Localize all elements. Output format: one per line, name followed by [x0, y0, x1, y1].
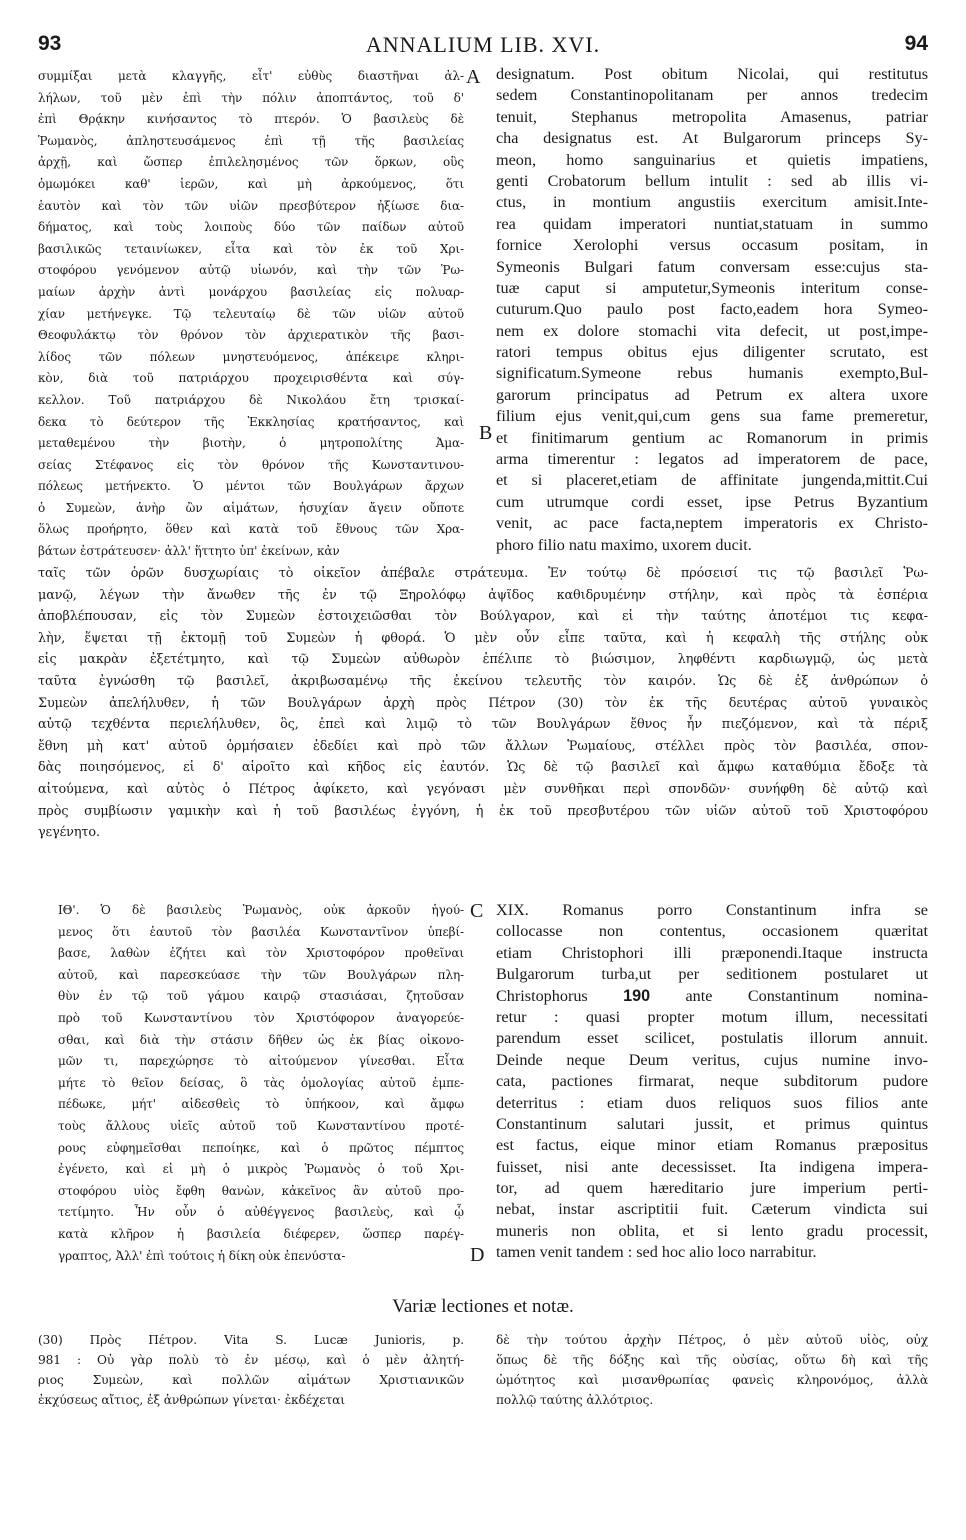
- greek-text-line: ὁμωμόκει καθ' ἱερῶν, καὶ μὴ ἀρκούμενος, ὅτι: [38, 176, 464, 191]
- greek-text-line: θὺν ἐν τῷ τοῦ γάμου καιρῷ στασιάσαι, ζητοῦσαν: [58, 989, 464, 1004]
- latin-text-line: phoro filio natu maximo, uxorem ducit.: [496, 535, 752, 554]
- greek-text-line: γεγένητο.: [38, 825, 100, 841]
- greek-text-line: ταῦτα ἐγνώσθη τῷ βασιλεῖ, ἀκριβωσαμένῳ τῆς ἐκείνου τελευτῆς τὸν καιρόν. Ὡς δὲ ἐξ ἀνθρώπων ὁ: [38, 673, 928, 689]
- greek-text-line: κὸν, διὰ τοῦ πατριάρχου προχειρισθέντα καὶ σύγ-: [38, 371, 464, 386]
- section-marker-d: D: [470, 1244, 485, 1266]
- folio-number: 190: [623, 986, 651, 1005]
- latin-text-line: parendum esset scilicet, postulatis illorum annuit.: [496, 1029, 928, 1048]
- latin-column-top: [496, 64, 928, 556]
- greek-text-line: στοφόρου γενόμενον αὐτῷ υἱωνόν, καὶ τὴν τῶν Ῥω-: [38, 263, 464, 278]
- greek-full-width-text: [38, 563, 928, 844]
- latin-text-line: Deinde neque Deum veritus, cujus numine invo-: [496, 1050, 928, 1069]
- latin-text-line: tamen venit tandem : sed hoc alio loco narrabitur.: [496, 1243, 817, 1262]
- page-header: [38, 32, 928, 62]
- latin-text-line: collocasse non contentus, occasionem quæritat: [496, 922, 928, 941]
- latin-text-line: ratori tempus obitus ejus diligenter scrutato, est: [496, 343, 928, 362]
- latin-text-line: garorum principatus ad Petrum ex altera uxore: [496, 385, 928, 404]
- latin-text-line: Christophorus 190 ante Constantinum nomina-: [496, 986, 928, 1005]
- greek-text-line: ὅλως προήρητο, ὅθεν καὶ κατὰ τοῦ ἔθνους τῶν Χρα-: [38, 522, 464, 537]
- greek-text-line: βασε, λαθὼν ἐζήτει καὶ τὸν Χριστοφόρον προθεῖναι: [58, 946, 464, 961]
- latin-text-line: arma timerentur : legatos ad imperatorem de pace,: [496, 450, 928, 469]
- greek-text-line: κελλον. Τοῦ πατριάρχου δὲ Νικολάου ἔτη τρισκαί-: [38, 392, 464, 407]
- greek-text-line: ἔθνη μὴ κατ' αὐτοῦ ὁρμήσαιεν ἐδεδίει καὶ πρὸ τῶν ἄλλων Ῥωμαίους, στέλλει πρὸς τὸν βασιλέα, σπον-: [38, 738, 928, 754]
- left-page-number: 93: [38, 32, 62, 55]
- latin-text-line: filium ejus venit,qui,cum gens sua fame premeretur,: [496, 407, 928, 426]
- greek-text-line: ρους εὐφημεῖσθαι πεποίηκε, καὶ ὁ πρῶτος πέμπτος: [58, 1140, 464, 1155]
- section-marker-b: B: [479, 422, 493, 444]
- note-line: (30) Πρὸς Πέτρον. Vita S. Lucæ Junioris, p.: [38, 1333, 464, 1347]
- latin-text-line: Bulgarorum turba,ut per seditionem postularet ut: [496, 965, 928, 984]
- greek-text-line: μῶν τι, παρεχώρησε τὸ αἰτούμενον γίνεσθαι. Εἶτα: [58, 1054, 464, 1069]
- greek-text-line: μανῷ, λέγων τὴν ἄνωθεν τῆς ἐν τῷ Ξηρολόφῳ ἀψῖδος καθιδρυμένην στήλην, καὶ πρὸς τὰ ἑσπέρια: [38, 587, 928, 603]
- latin-text-line: tor, ad quem hæreditario jure imperium perti-: [496, 1179, 928, 1198]
- greek-text-line: λὴν, ἕψεται τῇ ἐκτομῇ τοῦ Συμεὼν ἡ φθορά. Ὁ μὲν οὖν εἶπε ταῦτα, καὶ ἡ κεφαλὴ τῆς στήλης οὐκ: [38, 630, 928, 646]
- latin-column-bottom: [496, 900, 928, 1264]
- latin-text-line: cata, pactiones firmarat, neque subditorum pudore: [496, 1072, 928, 1091]
- latin-text-line: tenuit, Stephanus metropolita Amasenus, patriar: [496, 107, 928, 126]
- greek-text-line: βασιλικῶς τεταινίωκεν, εἶτα καὶ τὸν ἐκ τοῦ Χρι-: [38, 241, 464, 256]
- greek-text-line: μενος ὅτι ἑαυτοῦ τὸν βασιλέα Κωνσταντῖνον ὑπεβί-: [58, 924, 464, 939]
- latin-text-line: nem ex dolore stomachi vita defecit, ut post,impe-: [496, 321, 928, 340]
- latin-text-line: tuæ caput si amputetur,Symeonis interitum conse-: [496, 278, 928, 297]
- latin-text-line: et si placeret,etiam de affinitate jungenda,mittit.Cui: [496, 471, 928, 490]
- latin-text-line: etiam Christophori illi præponendi.Itaque instructa: [496, 943, 928, 962]
- latin-text-line: muneris non oblita, et si lento gradu processit,: [496, 1221, 928, 1240]
- greek-text-line: λήλων, τοῦ μὲν ἐπὶ τὴν πόλιν ἀποπτάντος, τοῦ δ': [38, 90, 464, 105]
- latin-text-line: retur : quasi propter motum illum, necessitati: [496, 1007, 928, 1026]
- greek-text-line: ἐπὶ Θρᾴκην κινήσαντος τὸ πτερόν. Ὁ βασιλεὺς δὲ: [38, 112, 464, 127]
- latin-text-line: significatum.Symeone rebus humanis exempto,Bul-: [496, 364, 928, 383]
- latin-text-line: est factus, eique minor etiam Romanus præpositus: [496, 1136, 928, 1155]
- latin-text-line: meon, homo sanguinarius et quietis impatiens,: [496, 150, 928, 169]
- latin-text-line: fornice Xerolophi versus occasum positam, in: [496, 236, 928, 255]
- greek-text-line: τοὺς ἄλλους υἱεῖς αὐτοῦ τοῦ Κωνσταντίνου προτέ-: [58, 1118, 464, 1133]
- greek-text-line: τετίμητο. Ἦν οὖν ὁ αὐθέγγενος βασιλεὺς, καὶ ᾧ: [58, 1205, 464, 1220]
- greek-text-line: αὐτῷ τεχθέντα περιελήλυθεν, ὃς, ἐπεὶ καὶ λιμῷ τὸ τῶν Βουλγάρων ἔθνος ἦν πιεζόμενον, καὶ τὰ πέριξ: [38, 717, 928, 733]
- greek-text-line: ὁ Συμεὼν, ἀνὴρ ὢν αἱμάτων, ἡσυχίαν ἄγειν οὔποτε: [38, 500, 464, 515]
- latin-text-line: sedem Constantinopolitanam per annos tredecim: [496, 86, 928, 105]
- greek-column-top: [38, 66, 464, 563]
- note-line: ὠμότητος καὶ μισανθρωπίας φανεὶς κληρονόμος, ἀλλὰ: [496, 1373, 928, 1387]
- greek-text-line: λίδος τῶν πόλεων μνηστευόμενος, ἀπέκειρε κληρι-: [38, 349, 464, 364]
- notes-title: Variæ lectiones et notæ.: [392, 1296, 574, 1317]
- latin-text-line: designatum. Post obitum Nicolai, qui restitutus: [496, 65, 928, 83]
- latin-text-line: nebat, instar ascriptitii fuit. Cæterum vindicta sui: [496, 1200, 928, 1219]
- greek-text-line: ἐγένετο, καὶ εἰ μὴ ὁ μικρὸς Ῥωμανὸς ὁ τοῦ Χρι-: [58, 1162, 464, 1177]
- greek-text-line: συμμίξαι μετὰ κλαγγῆς, εἶτ' εὐθὺς διαστῆναι ἀλ-: [38, 69, 464, 83]
- greek-text-line: ἑαυτὸν καὶ τὸν τῶν υἱῶν πρεσβύτερον ἠξίωσε δια-: [38, 198, 464, 213]
- greek-text-line: σείας Στέφανος εἰς τὸν θρόνον τῆς Κωνσταντινου-: [38, 457, 464, 472]
- greek-text-line: αἰτούμενα, καὶ αὐτὸς ὁ Πέτρος ἀφίκετο, καὶ γεγόνασι μὲν συνθῆκαι περὶ σπονδῶν· συνήφθη δὲ αὐτῷ καὶ: [38, 781, 928, 797]
- greek-text-line: στοφόρου υἱὸς ἔφθη θανὼν, κἀκεῖνος ἂν αὐτοῦ προ-: [58, 1183, 464, 1198]
- latin-text-line: Symeonis Bulgari fatum conversam esse:cujus sta-: [496, 257, 928, 276]
- latin-text-line: deterritus : etiam duos reliquos suos filios ante: [496, 1093, 928, 1112]
- greek-column-bottom: [58, 900, 464, 1267]
- latin-text-line: ctus, in montium angustiis exercitum amisit.Inte-: [496, 193, 928, 212]
- greek-text-line: Θεοφυλάκτῳ τὸν θρόνον τὸν ἀρχιερατικὸν τῆς βασι-: [38, 328, 464, 343]
- latin-text-line: et finitimarum gentium ac Romanorum in primis: [496, 428, 928, 447]
- greek-text-line: κατὰ κλῆρον ἡ βασιλεία διέφερεν, ὥσπερ παρέγ-: [58, 1226, 464, 1241]
- latin-text-line: Constantinum salutari jussit, et primus quintus: [496, 1114, 928, 1133]
- greek-text-line: μαίων ἀρχὴν ἀντὶ μονάρχου βασιλείας εἰς πολυαρ-: [38, 284, 464, 299]
- notes-left-column: [38, 1330, 464, 1410]
- greek-text-line: ΙΘ'. Ὁ δὲ βασιλεὺς Ῥωμανὸς, οὐκ ἀρκοῦν ἡγού-: [58, 903, 464, 917]
- greek-text-line: πέδωκε, μήτ' αἰδεσθεὶς τὸ ὑπήκοον, καὶ ἄμφω: [58, 1097, 464, 1112]
- latin-text-line: XIX. Romanus porro Constantinum infra se: [496, 901, 928, 919]
- note-line: ριος Συμεὼν, καὶ πολλῶν αἱμάτων Χριστιανικῶν: [38, 1373, 464, 1387]
- greek-text-line: πρὸ τοῦ Κωνσταντίνου τὸν Χριστόφορον ἀναγορεύε-: [58, 1010, 464, 1025]
- note-line: δὲ τὴν τούτου ἀρχὴν Πέτρος, ὁ μὲν αὐτοῦ υἱὸς, οὐχ: [496, 1333, 928, 1347]
- greek-text-line: δὰς ποιησόμενος, εἰ δ' αἱροῖτο καὶ κῆδος εἰς ἑαυτόν. Ὡς δὲ τῷ βασιλεῖ καὶ ἄμφω καταθύμια ἔδοξε τὰ: [38, 760, 928, 776]
- greek-text-line: εἰς μακρὰν ἐξετέτμητο, καὶ τῷ Συμεὼν αὐθωρὸν ἐπέλιπε τὸ βιώσιμον, ληφθέντι καρδιωγμῷ, ὡς μετὰ: [38, 652, 928, 668]
- latin-text-line: cuturum.Quo paulo post facto,eadem hora Symeo-: [496, 300, 928, 319]
- note-line: ὅπως δὲ τῆς δόξης καὶ τῆς οὐσίας, οὕτω δὴ καὶ τῆς: [496, 1353, 928, 1367]
- greek-text-line: δήματος, καὶ τοὺς λοιποὺς δύο τῶν παίδων αὐτοῦ: [38, 220, 464, 235]
- latin-text-line: fuisset, nisi ante decessisset. Ita indigena impera-: [496, 1157, 928, 1176]
- note-line: ἐκχύσεως αἴτιος, ἐξ ἀνθρώπων γίνεται· ἐκδέχεται: [38, 1393, 345, 1407]
- greek-text-line: βάτων ἐστράτευσεν· ἀλλ' ἥττητο ὑπ' ἐκείνων, κἀν: [38, 544, 340, 559]
- greek-text-line: αὐτοῦ, καὶ παρεσκεύασε τὴν τῶν Βουλγάρων πλη-: [58, 967, 464, 982]
- latin-text-line: genti Crobatorum bellum intulit : sed ab illis vi-: [496, 171, 928, 190]
- note-line: πολλῷ ταύτης ἀλλότριος.: [496, 1393, 654, 1407]
- latin-text-line: rea quidam imperatori nuntiat,statuam in summo: [496, 214, 928, 233]
- section-marker-c: C: [470, 900, 484, 922]
- note-line: 981 : Οὐ γὰρ πολὺ τὸ ἐν μέσῳ, καὶ ὁ μὲν ἀλητή-: [38, 1353, 464, 1367]
- greek-text-line: γραπτος, Ἀλλ' ἐπὶ τούτοις ἡ δίκη οὐκ ἐπενύστα-: [58, 1248, 346, 1263]
- greek-text-line: δεκα τὸ δεύτερον τῆς Ἐκκλησίας κρατήσαντος, καὶ: [38, 414, 464, 429]
- greek-text-line: χίαν μετήνεγκε. Τῷ τελευταίῳ δὲ τῶν υἱῶν αὐτοῦ: [38, 306, 464, 321]
- latin-text-line: cum utrumque cordi esset, ipse Petrus Byzantium: [496, 492, 928, 511]
- greek-text-line: Συμεὼν ἀπελήλυθεν, ἡ τῶν Βουλγάρων ἀρχὴ πρὸς Πέτρον (30) τὸν ἐκ τῆς δευτέρας αὐτοῦ γυναικὸς: [38, 695, 928, 711]
- greek-text-line: πρὸς συμβίωσιν γαμικὴν καὶ ἡ τοῦ βασιλέως ἐγγόνη, ἡ ἐκ τοῦ πρεσβυτέρου τῶν υἱῶν αὐτοῦ τοῦ Χριστοφόρου: [38, 803, 928, 819]
- greek-text-line: πόλεως μετήνεκτο. Ὁ μέντοι τῶν Βουλγάρων ἄρχων: [38, 479, 464, 494]
- greek-text-line: ταῖς τῶν ὁρῶν δυσχωρίαις τὸ οἰκεῖον ἀπέβαλε στράτευμα. Ἐν τούτῳ δὲ πρόσεισί τις τῷ βασιλεῖ Ῥω-: [38, 566, 928, 581]
- running-title: ANNALIUM LIB. XVI.: [365, 32, 601, 57]
- notes-right-column: [496, 1330, 928, 1410]
- greek-text-line: ἀρχῇ, καὶ ὥσπερ ἐπιλελησμένος τῶν ὅρκων, οὓς: [38, 155, 464, 170]
- latin-text-line: venit, ac pace facta,neptem imperatoris ex Christo-: [496, 514, 928, 533]
- greek-text-line: σθαι, καὶ διὰ τὴν στάσιν δῆθεν ὡς ἐκ βίας οἰκονο-: [58, 1032, 464, 1047]
- greek-text-line: Ῥωμανὸς, ἀπληστευσάμενος ἐπὶ τῇ τῆς βασιλείας: [38, 133, 464, 148]
- greek-text-line: μήτε τὸ θεῖον δείσας, ὃ τὰς ὁμολογίας αὐτοῦ ἐμπε-: [58, 1075, 464, 1090]
- greek-text-line: ἀποβλέπουσαν, εἰς τὸν Συμεὼν ἐστοιχειῶσθαι τὸν Βούλγαρον, καὶ εἰ τὴν ταύτης ἀποτέμοι τις κεφα-: [38, 609, 928, 625]
- greek-text-line: μεταθεμένου τὴν βιοτὴν, ὁ μητροπολίτης Ἀμα-: [38, 436, 464, 451]
- section-marker-a: A: [466, 66, 481, 88]
- latin-text-line: cha designatus est. At Bulgarorum princeps Sy-: [496, 129, 928, 148]
- right-page-number: 94: [904, 32, 928, 55]
